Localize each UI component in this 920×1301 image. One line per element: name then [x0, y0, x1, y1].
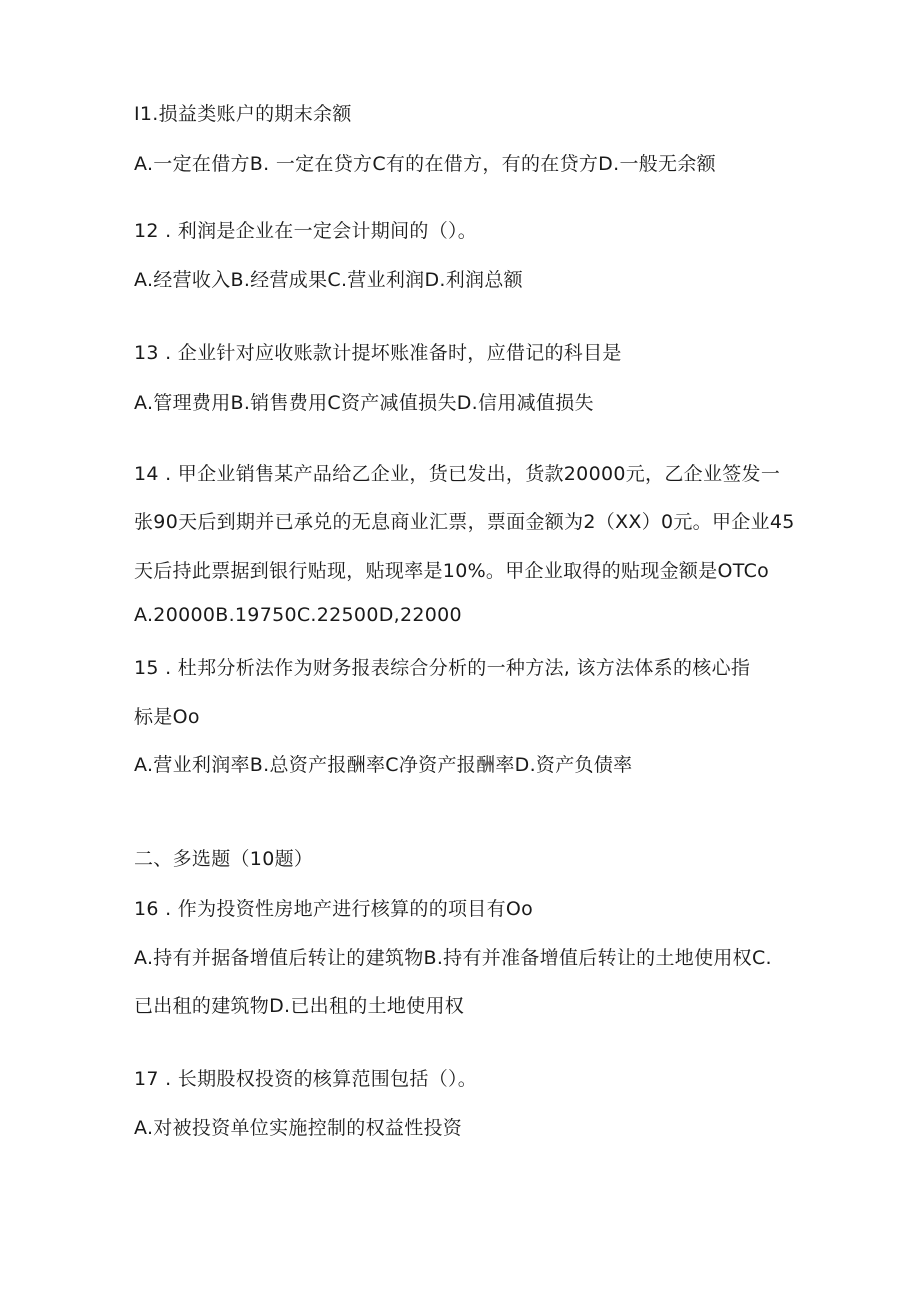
question-13: 13 . 企业针对应收账款计提坏账准备时，应借记的科目是	[134, 342, 622, 364]
question-14-options: A.20000B.19750C.22500D,22000	[134, 604, 462, 626]
question-15-options: A.营业利润率B.总资产报酬率C净资产报酬率D.资产负债率	[134, 754, 633, 776]
question-14-line-1: 14 . 甲企业销售某产品给乙企业，货已发出，货款20000元，乙企业签发一	[134, 463, 781, 485]
question-15-line-2: 标是Oo	[134, 706, 200, 728]
question-17-option-a: A.对被投资单位实施控制的权益性投资	[134, 1117, 463, 1139]
question-15-line-1: 15 . 杜邦分析法作为财务报表综合分析的一种方法, 该方法体系的核心指	[134, 657, 751, 679]
section-heading-multiple-choice: 二、多选题（10题）	[134, 848, 314, 870]
question-16-options-line-2: 已出租的建筑物D.已出租的土地使用权	[134, 995, 465, 1017]
question-13-options: A.管理费用B.销售费用C资产减值损失D.信用减值损失	[134, 392, 594, 414]
question-14-line-3: 天后持此票据到银行贴现，贴现率是10%。甲企业取得的贴现金额是OTCo	[134, 560, 770, 582]
question-16: 16 . 作为投资性房地产进行核算的的项目有Oo	[134, 898, 534, 920]
question-12: 12 . 利润是企业在一定会计期间的（）。	[134, 220, 478, 242]
question-17: 17 . 长期股权投资的核算范围包括（）。	[134, 1068, 478, 1090]
question-11-options: A.一定在借方B. 一定在贷方C有的在借方，有的在贷方D.一般无余额	[134, 153, 716, 175]
question-12-options: A.经营收入B.经营成果C.营业利润D.利润总额	[134, 269, 523, 291]
question-11: I1.损益类账户的期末余额	[134, 103, 352, 125]
question-16-options-line-1: A.持有并据备增值后转让的建筑物B.持有并准备增值后转让的土地使用权C.	[134, 947, 772, 969]
question-14-line-2: 张90天后到期并已承兑的无息商业汇票，票面金额为2（XX）0元。甲企业45	[134, 511, 795, 533]
